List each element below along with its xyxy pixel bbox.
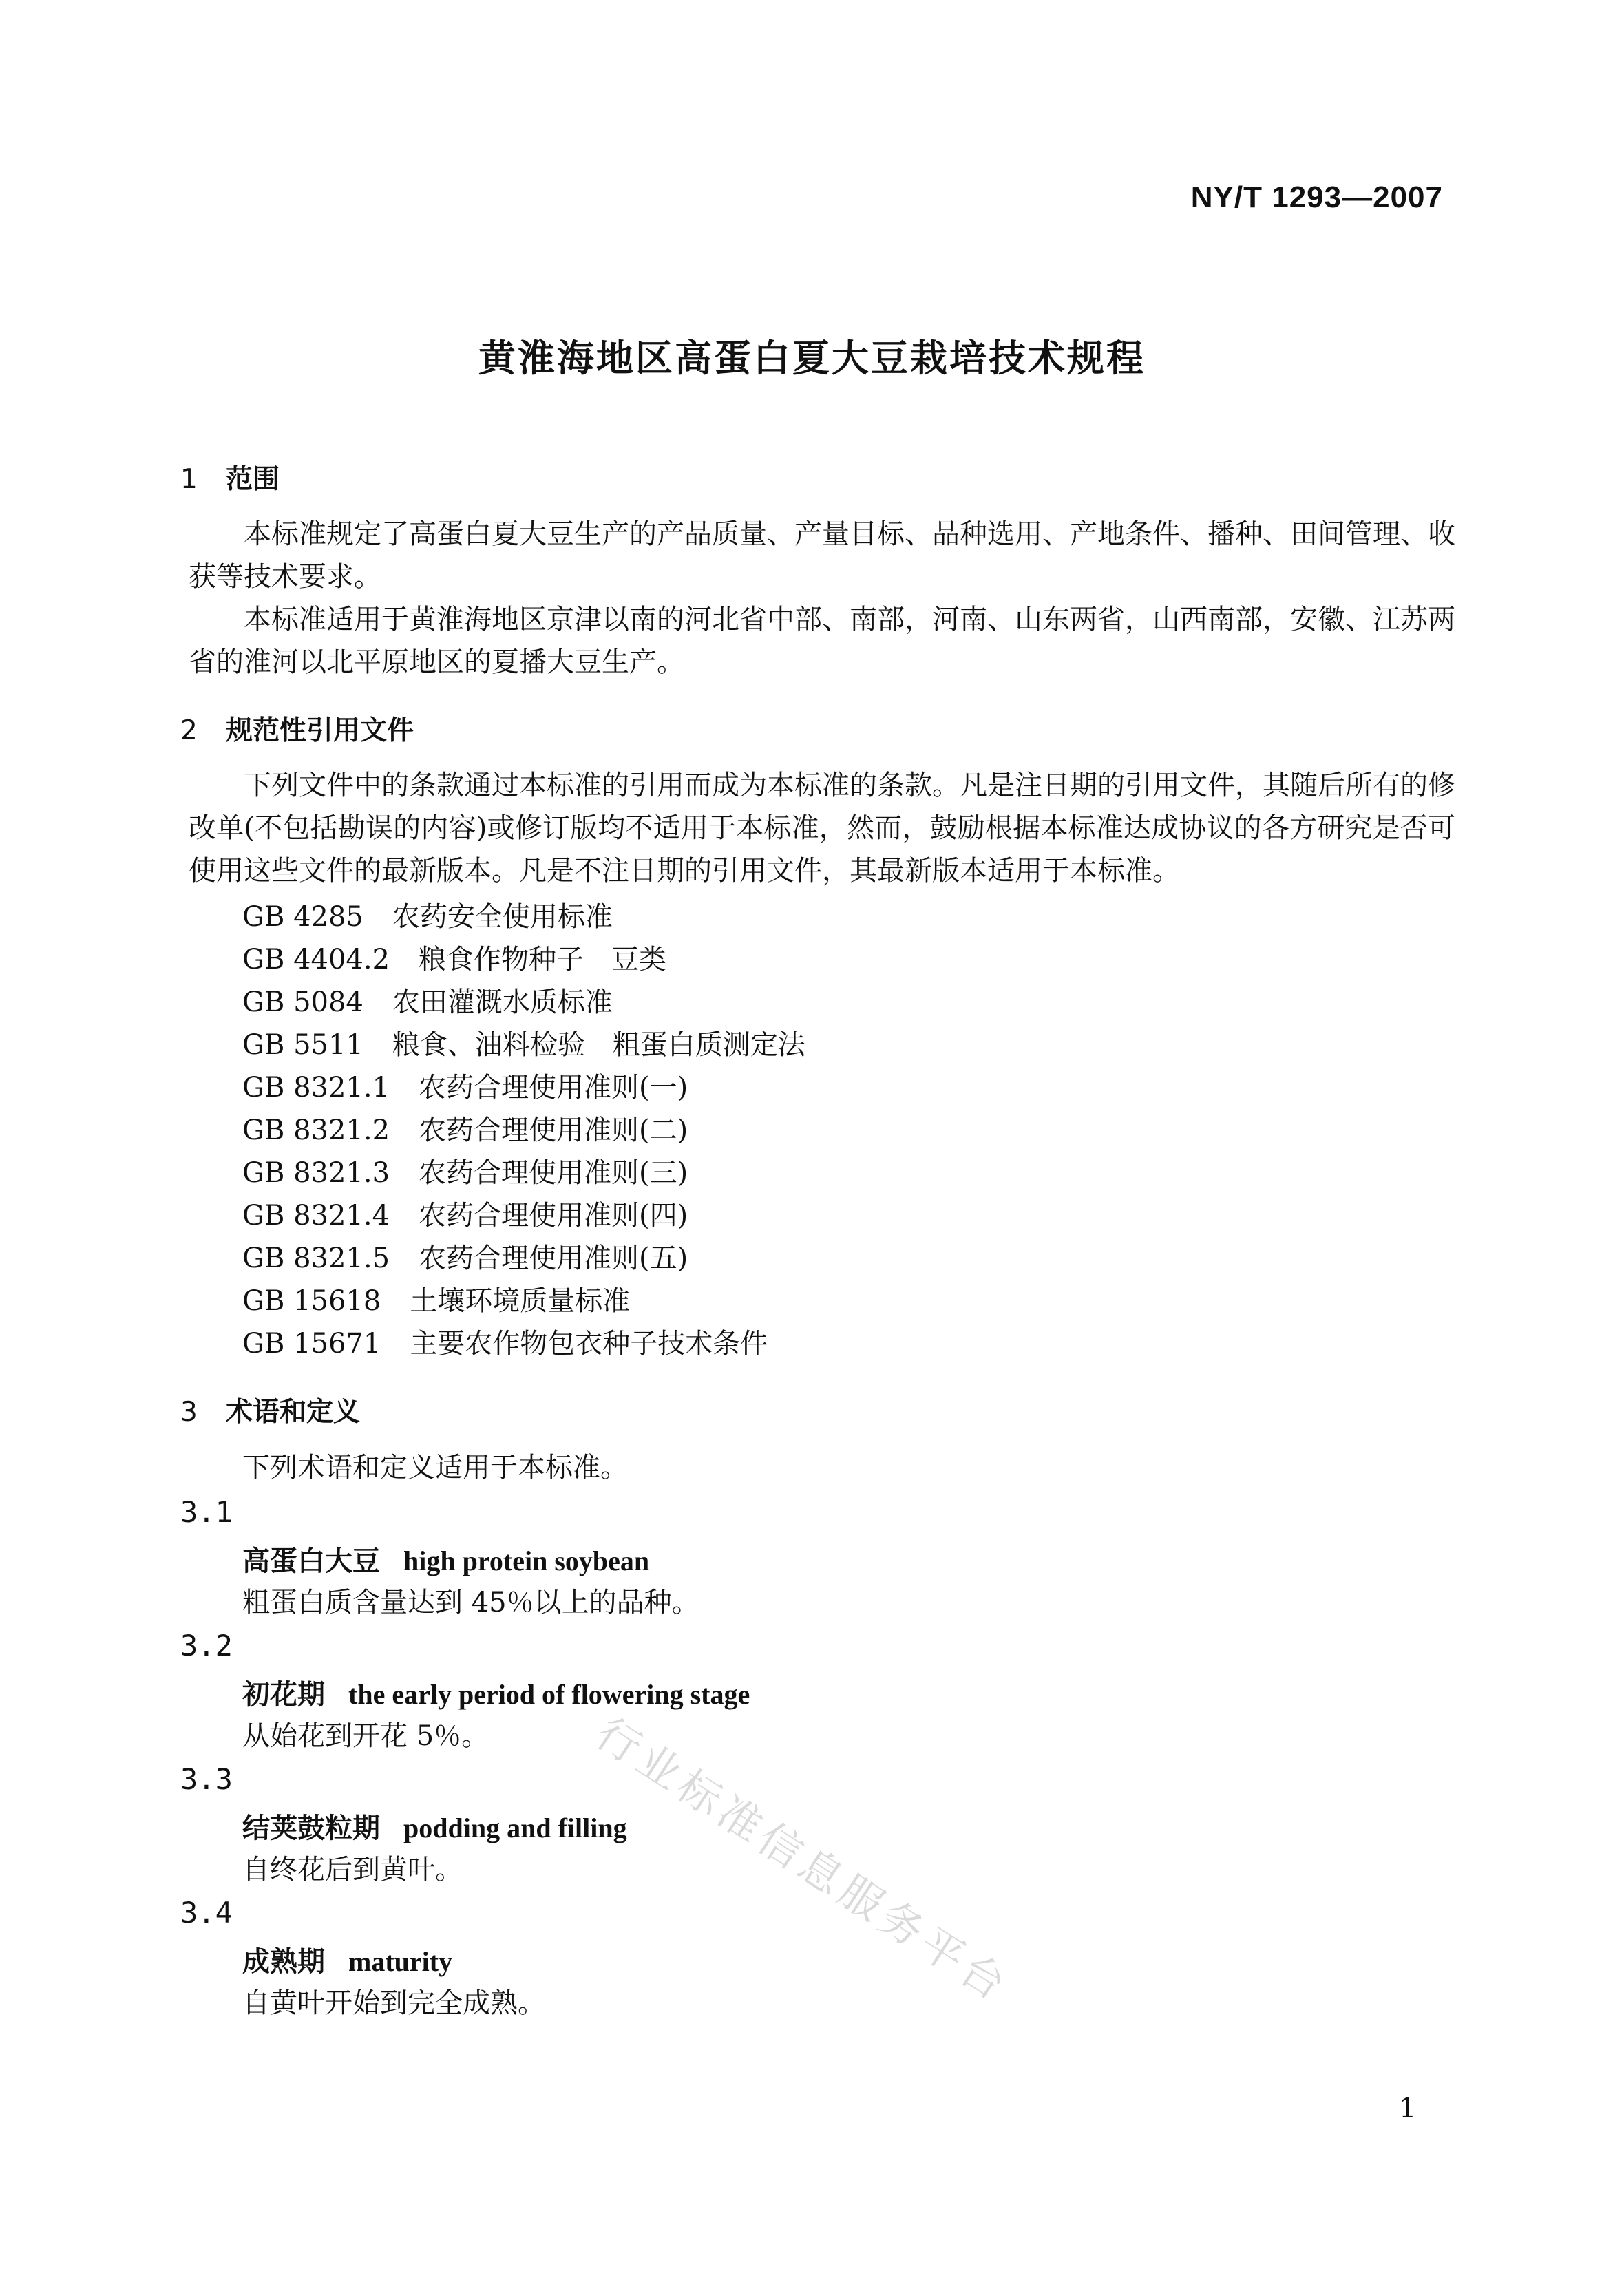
reference-title: 农药合理使用准则(一) [419,1072,688,1103]
term-definition: 从始花到开花 5％。 [242,1720,489,1752]
reference-title: 农药安全使用标准 [392,901,613,933]
reference-code: GB 4285 [242,901,363,933]
reference-code: GB 5511 [242,1029,363,1061]
section-title: 术语和定义 [226,1397,361,1428]
reference-title: 主要农作物包衣种子技术条件 [410,1328,768,1360]
section-number: 2 [180,715,198,746]
term-number: 3.3 [180,1762,233,1796]
page-number: 1 [1399,2093,1417,2124]
reference-item [242,1108,688,1148]
section-number: 1 [180,464,198,495]
reference-title: 粮食作物种子 豆类 [419,944,667,975]
reference-title: 农药合理使用准则(五) [419,1243,688,1274]
reference-code: GB 8321.3 [242,1157,390,1189]
term-english: the early period of flowering stage [348,1679,750,1710]
term-english: maturity [348,1946,453,1977]
reference-item [242,980,613,1019]
term-english: podding and filling [403,1813,627,1843]
reference-item [242,1066,688,1105]
reference-code: GB 8321.4 [242,1200,390,1232]
reference-item [242,938,666,977]
term-number: 3.1 [180,1495,233,1529]
reference-code: GB 8321.1 [242,1072,390,1103]
term-definition: 自黄叶开始到完全成熟。 [242,1987,545,2019]
section-number: 3 [180,1397,198,1428]
reference-code: GB 8321.5 [242,1243,390,1274]
reference-item [242,1236,688,1276]
reference-item [242,1151,688,1190]
scope-paragraph-1: 本标准规定了高蛋白夏大豆生产的产品质量、产量目标、品种选用、产地条件、播种、田间管理、收获等技术要求。 [189,518,1455,593]
reference-title: 农药合理使用准则(四) [419,1200,688,1232]
term-chinese: 成熟期 [242,1946,325,1978]
term-number: 3.4 [180,1896,233,1930]
reference-title: 农药合理使用准则(三) [419,1157,688,1189]
term-heading [242,1940,452,1979]
reference-code: GB 15618 [242,1285,381,1317]
term-chinese: 结荚鼓粒期 [242,1813,380,1844]
standard-code: NY/T 1293—2007 [1190,180,1443,214]
term-chinese: 初花期 [242,1679,325,1711]
references-intro: 下列文件中的条款通过本标准的引用而成为本标准的条款。凡是注日期的引用文件，其随后所有的修改单(不包括勘误的内容)或修订版均不适用于本标准，然而，鼓励根据本标准达成协议的各方研究是否可使用这些文件的最新版本。凡是不注日期的引用文件，其最新版本适用于本标准。 [189,770,1455,887]
term-definition: 粗蛋白质含量达到 45％以上的品种。 [242,1587,699,1618]
section-heading-references [180,709,414,748]
reference-item [242,1322,768,1361]
reference-code: GB 5084 [242,986,363,1018]
section-title: 规范性引用文件 [226,715,414,746]
terms-intro: 下列术语和定义适用于本标准。 [242,1452,628,1483]
reference-code: GB 15671 [242,1328,381,1360]
reference-item [242,895,613,934]
section-heading-scope [180,458,280,496]
reference-code: GB 4404.2 [242,944,390,975]
reference-title: 农药合理使用准则(二) [419,1114,688,1146]
document-title: 黄淮海地区高蛋白夏大豆栽培技术规程 [478,337,1146,380]
section-title: 范围 [226,464,280,495]
term-english: high protein soybean [403,1545,650,1576]
section-heading-terms [180,1391,360,1429]
term-heading [242,1539,649,1578]
term-heading [242,1673,750,1712]
reference-item [242,1023,805,1062]
term-definition: 自终花后到黄叶。 [242,1854,463,1885]
term-chinese: 高蛋白大豆 [242,1545,380,1577]
term-heading [242,1806,627,1846]
reference-title: 农田灌溉水质标准 [392,986,613,1018]
scope-paragraph-2: 本标准适用于黄淮海地区京津以南的河北省中部、南部，河南、山东两省，山西南部，安徽、江苏两省的淮河以北平原地区的夏播大豆生产。 [189,604,1455,678]
reference-item [242,1279,630,1318]
watermark-text: 行业标准信息服务平台 [587,1707,1020,2013]
reference-item [242,1194,688,1233]
reference-title: 土壤环境质量标准 [410,1285,631,1317]
reference-title: 粮食、油料检验 粗蛋白质测定法 [392,1029,805,1061]
reference-code: GB 8321.2 [242,1114,390,1146]
term-number: 3.2 [180,1629,233,1662]
